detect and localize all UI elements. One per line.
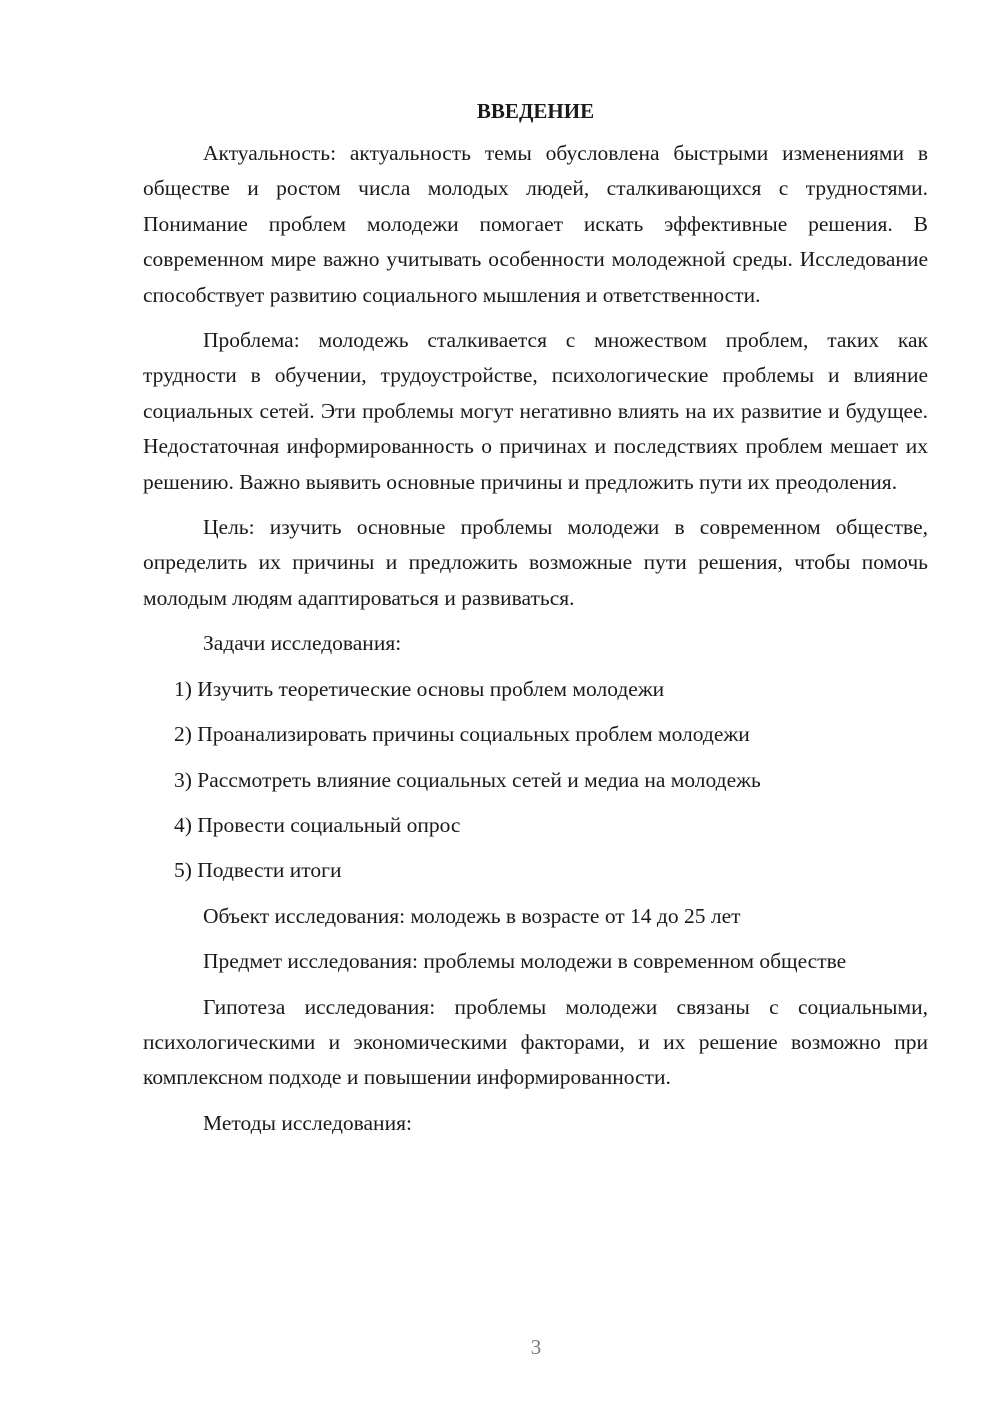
subject-paragraph: Предмет исследования: проблемы молодежи в современном обществе (203, 949, 847, 974)
goal-paragraph: Цель: изучить основные проблемы молодежи в современном обществе, определить их причины и предложить возможные пути решения, чтобы помочь молодым людям адаптироваться и развиваться. (143, 515, 928, 610)
task-item: 3) Рассмотреть влияние социальных сетей и медиа на молодежь (174, 767, 761, 792)
task-item: 5) Подвести итоги (174, 858, 342, 883)
task-item: 2) Проанализировать причины социальных проблем молодежи (174, 722, 750, 747)
hypothesis-paragraph: Гипотеза исследования: проблемы молодежи связаны с социальными, психологическими и экономическими факторами, и их решение возможно при комплексном подходе и повышении информированности. (143, 994, 928, 1090)
task-item: 4) Провести социальный опрос (174, 812, 461, 837)
page-number: 3 (530, 1335, 542, 1359)
problem-paragraph: Проблема: молодежь сталкивается с множеством проблем, таких как трудности в обучении, трудоустройстве, психологические проблемы и влияние социальных сетей. Эти проблемы могут негативно влиять на их развитие и будущее. Недостаточная информированность о причинах и последствиях проблем мешает их решению. Важно выявить основные причины и предложить пути их преодоления. (143, 328, 928, 494)
object-paragraph: Объект исследования: молодежь в возрасте от 14 до 25 лет (203, 903, 741, 928)
methods-heading: Методы исследования: (203, 1110, 412, 1135)
document-page (143, 96, 928, 1151)
relevance-paragraph: Актуальность: актуальность темы обусловлена быстрыми изменениями в обществе и ростом числа молодых людей, сталкивающихся с трудностями. Понимание проблем молодежи помогает искать эффективные решения. В современном мире важно учитывать особенности молодежной среды. Исследование способствует развитию социального мышления и ответственности. (143, 141, 928, 307)
tasks-list (143, 672, 928, 889)
tasks-heading: Задачи исследования: (203, 631, 402, 656)
task-item: 1) Изучить теоретические основы проблем молодежи (174, 676, 665, 701)
section-title: ВВЕДЕНИЕ (476, 99, 595, 123)
